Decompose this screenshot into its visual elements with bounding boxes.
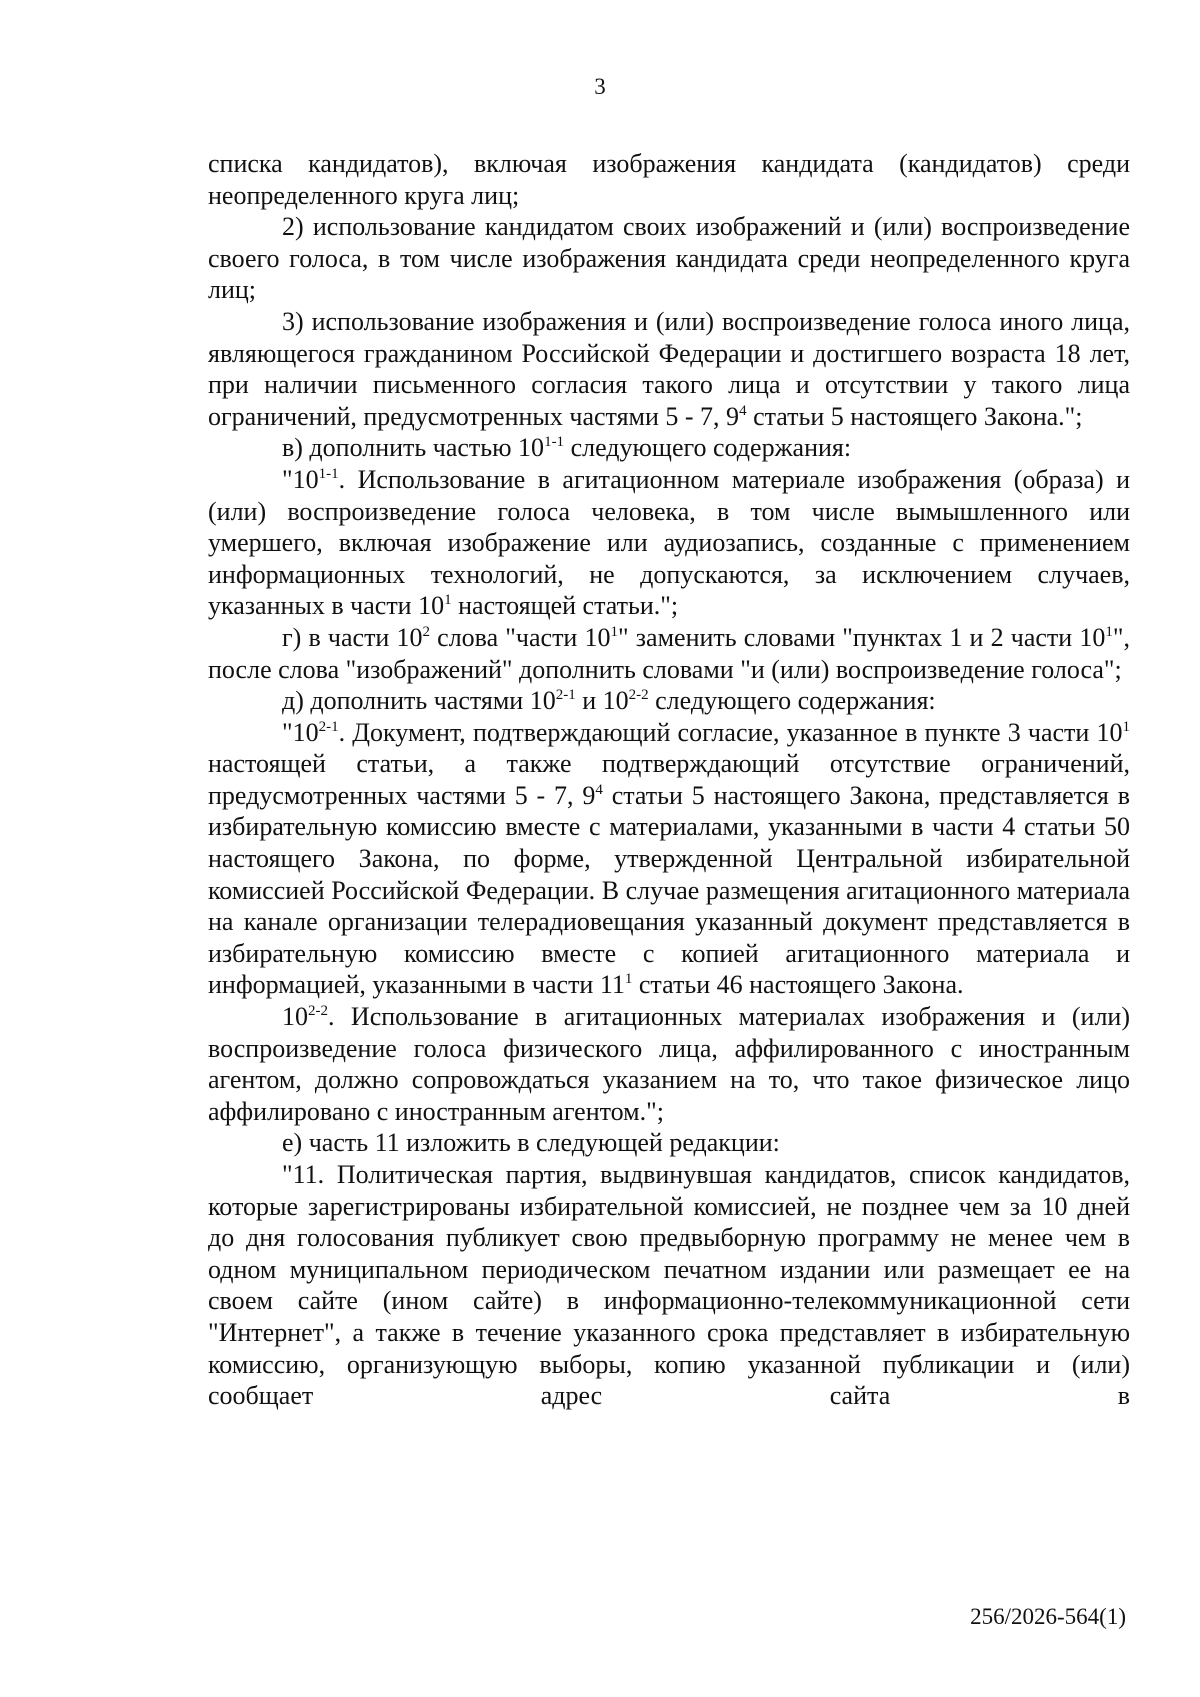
paragraph-text: " заменить словами "пунктах 1 и 2 части 10 (618, 622, 1106, 652)
superscript-index: 1 (444, 592, 452, 609)
paragraph (208, 1127, 1130, 1159)
paragraph-text: статьи 46 настоящего Закона. (632, 970, 964, 1000)
superscript-index: 1 (1105, 623, 1113, 640)
paragraph-text: статьи 5 настоящего Закона."; (746, 401, 1083, 431)
superscript-index: 1 (610, 623, 618, 640)
superscript-index: 2-1 (318, 718, 339, 735)
paragraph (208, 622, 1130, 685)
paragraph-text: настоящей статьи, а также подтверждающий отсутствие ограничений, предусмотренных частями 5 - 7, 9 (208, 749, 1130, 810)
document-code: 256/2026-564(1) (970, 1604, 1126, 1629)
paragraph (208, 211, 1130, 306)
paragraph-text: в) дополнить частью 10 (282, 433, 545, 463)
paragraph (208, 685, 1130, 717)
superscript-index: 4 (739, 402, 747, 419)
paragraph-text: списка кандидатов), включая изображения кандидата (кандидатов) среди неопределенного круга лиц; (208, 149, 1130, 210)
paragraph-text: "10 (282, 464, 319, 494)
document-body (208, 148, 1130, 1412)
paragraph-text: е) часть 11 изложить в следующей редакции: (282, 1128, 780, 1158)
paragraph-text: следующего содержания: (648, 686, 936, 716)
paragraph-text: 3) использование изображения и (или) воспроизведение голоса иного лица, являющегося гражданином Российской Федерации и достигшего возраста 18 лет, при наличии письменного согласия такого лица и отсутствии у такого лица ограничений, предусмотренных частями 5 - 7, 9 (208, 306, 1130, 431)
paragraph-text: 2) использование кандидатом своих изображений и (или) воспроизведение своего голоса, в том числе изображения кандидата среди неопределенного круга лиц; (208, 212, 1130, 305)
paragraph-text: и 10 (575, 686, 629, 716)
paragraph (208, 148, 1130, 211)
paragraph-text: 10 (282, 1002, 308, 1032)
paragraph (208, 1001, 1130, 1127)
page-number: 3 (594, 74, 606, 99)
paragraph-text: . Документ, подтверждающий согласие, указанное в пункте 3 части 10 (338, 717, 1123, 747)
superscript-index: 1-1 (544, 434, 565, 451)
paragraph (208, 464, 1130, 622)
paragraph-text: "10 (282, 717, 319, 747)
paragraph-text: настоящей статьи."; (451, 591, 679, 621)
superscript-index: 2-1 (555, 687, 576, 704)
superscript-index: 1 (624, 971, 633, 988)
superscript-index: 4 (595, 781, 603, 798)
paragraph-text: ", после слова "изображений" дополнить словами "и (или) воспроизведение голоса"; (208, 622, 1130, 684)
superscript-index: 2 (422, 623, 430, 640)
paragraph (208, 717, 1130, 1001)
paragraph-text: "11. Политическая партия, выдвинувшая кандидатов, список кандидатов, которые зарегистрированы избирательной комиссией, не позднее чем за 10 дней до дня голосования публикует свою предвыборную программу не менее чем в одном муниципальном периодическом печатном издании или размещает ее на своем сайте (ином сайте) в информационно-телекоммуникационной сети "Интернет", а также в течение указанного срока представляет в избирательную комиссию, организующую выборы, копию указанной публикации и (или) сообщает адрес сайта в (208, 1160, 1130, 1411)
superscript-index: 2-2 (308, 1003, 328, 1020)
paragraph-text: . Использование в агитационном материале изображения (образа) и (или) воспроизведение голоса человека, в том числе вымышленного или умершего, включая изображение или аудиозапись, созданные с применением информационных технологий, не допускаются, за исключением случаев, указанных в части 10 (208, 464, 1130, 621)
paragraph-text: д) дополнить частями 10 (282, 686, 556, 716)
superscript-index: 2-2 (628, 687, 649, 704)
paragraph-text: г) в части 10 (282, 622, 423, 652)
superscript-index: 1 (1122, 718, 1130, 735)
paragraph-text: . Использование в агитационных материалах изображения и (или) воспроизведение голоса физического лица, аффилированного с иностранным агентом, должно сопровождаться указанием на то, что такое физическое лицо аффилировано с иностранным агентом."; (208, 1002, 1130, 1126)
paragraph-text: следующего содержания: (564, 433, 852, 463)
superscript-index: 1-1 (318, 465, 339, 482)
paragraph-text: слова "части 10 (430, 622, 611, 652)
paragraph (208, 306, 1130, 432)
paragraph (208, 1159, 1130, 1412)
paragraph (208, 432, 1130, 464)
paragraph-text: статьи 5 настоящего Закона, представляется в избирательную комиссию вместе с материалами, указанными в части 4 статьи 50 настоящего Закона, по форме, утвержденной Центральной избирательной комиссией Российской Федерации. В случае размещения агитационного материала на канале организации телерадиовещания указанный документ представляется в избирательную комиссию вместе с копией агитационного материала и информацией, указанными в части 11 (208, 780, 1130, 1000)
